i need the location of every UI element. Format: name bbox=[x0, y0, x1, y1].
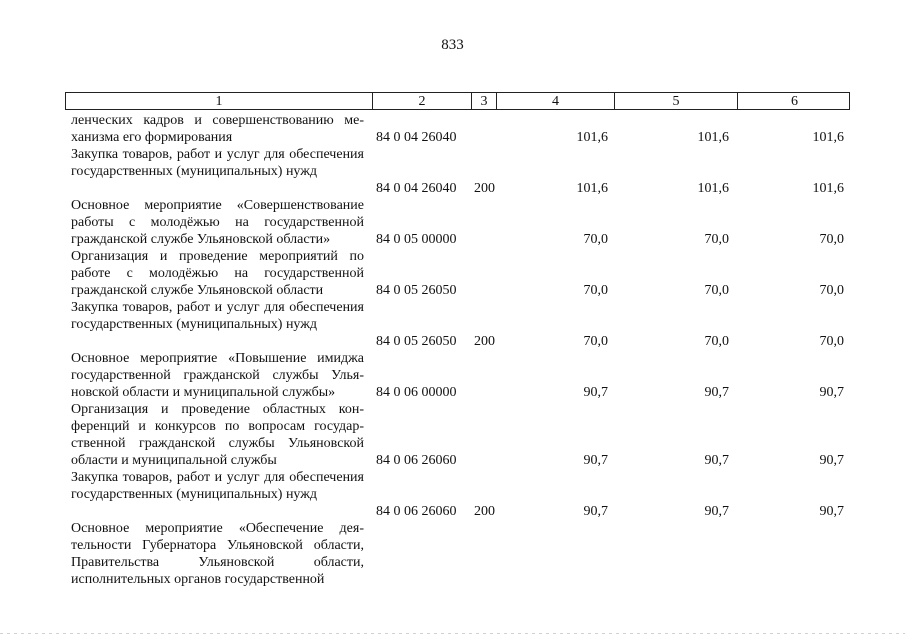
row-value-col5: 70,0 bbox=[704, 283, 729, 298]
row-code: 84 0 05 26050 bbox=[376, 334, 457, 349]
row-description: ленческих кадров и совершенствованию механизма его формирования bbox=[71, 113, 364, 145]
page-number: 833 bbox=[441, 37, 464, 53]
row-value-col6: 90,7 bbox=[819, 385, 844, 400]
row-value-col4: 90,7 bbox=[583, 385, 608, 400]
row-code: 84 0 06 26060 bbox=[376, 453, 457, 468]
row-description: Основное мероприятие «Обеспечение деятельности Губернатора Ульяновской области, Правительства Ульяновской области, исполнительных органов государственной bbox=[71, 521, 364, 587]
row-type: 200 bbox=[474, 181, 495, 196]
row-description: Основное мероприятие «Совершенствование работы с молодёжью на государственной гражданской службе Ульяновской области» bbox=[71, 198, 364, 247]
row-value-col5: 70,0 bbox=[704, 232, 729, 247]
row-value-col5: 101,6 bbox=[697, 130, 729, 145]
row-type: 200 bbox=[474, 504, 495, 519]
header-col-4: 4 bbox=[496, 93, 614, 110]
row-code: 84 0 06 00000 bbox=[376, 385, 457, 400]
row-value-col5: 90,7 bbox=[704, 504, 729, 519]
row-value-col4: 90,7 bbox=[583, 453, 608, 468]
header-col-2: 2 bbox=[372, 93, 471, 110]
row-value-col6: 101,6 bbox=[812, 130, 844, 145]
row-value-col5: 101,6 bbox=[697, 181, 729, 196]
row-value-col4: 101,6 bbox=[576, 130, 608, 145]
row-description: Закупка товаров, работ и услуг для обеспечения государственных (муниципальных) нужд bbox=[71, 147, 364, 179]
header-col-3: 3 bbox=[471, 93, 496, 110]
row-code: 84 0 04 26040 bbox=[376, 181, 457, 196]
row-value-col4: 70,0 bbox=[583, 232, 608, 247]
row-value-col5: 90,7 bbox=[704, 453, 729, 468]
row-value-col4: 70,0 bbox=[583, 334, 608, 349]
row-value-col6: 90,7 bbox=[819, 504, 844, 519]
header-col-6: 6 bbox=[737, 93, 851, 110]
row-description: Организация и проведение мероприятий по работе с молодёжью на государственной гражданской службе Ульяновской области bbox=[71, 249, 364, 298]
row-description: Закупка товаров, работ и услуг для обеспечения государственных (муниципальных) нужд bbox=[71, 470, 364, 502]
row-value-col5: 70,0 bbox=[704, 334, 729, 349]
row-code: 84 0 04 26040 bbox=[376, 130, 457, 145]
row-description: Закупка товаров, работ и услуг для обеспечения государственных (муниципальных) нужд bbox=[71, 300, 364, 332]
row-value-col6: 70,0 bbox=[819, 283, 844, 298]
row-value-col6: 90,7 bbox=[819, 453, 844, 468]
row-value-col4: 101,6 bbox=[576, 181, 608, 196]
row-value-col6: 101,6 bbox=[812, 181, 844, 196]
header-col-5: 5 bbox=[614, 93, 737, 110]
scan-artifact-line bbox=[0, 633, 905, 634]
row-value-col4: 90,7 bbox=[583, 504, 608, 519]
row-value-col6: 70,0 bbox=[819, 232, 844, 247]
row-description: Организация и проведение областных конференций и конкурсов по вопросам государственной гражданской службы Ульяновской области и муниципальной службы bbox=[71, 402, 364, 468]
row-value-col6: 70,0 bbox=[819, 334, 844, 349]
row-value-col5: 90,7 bbox=[704, 385, 729, 400]
header-col-1: 1 bbox=[215, 94, 223, 109]
row-type: 200 bbox=[474, 334, 495, 349]
row-code: 84 0 06 26060 bbox=[376, 504, 457, 519]
row-description: Основное мероприятие «Повышение имиджа государственной гражданской службы Ульяновской области и муниципальной службы» bbox=[71, 351, 364, 400]
table-header bbox=[65, 92, 850, 110]
row-code: 84 0 05 00000 bbox=[376, 232, 457, 247]
row-code: 84 0 05 26050 bbox=[376, 283, 457, 298]
row-value-col4: 70,0 bbox=[583, 283, 608, 298]
